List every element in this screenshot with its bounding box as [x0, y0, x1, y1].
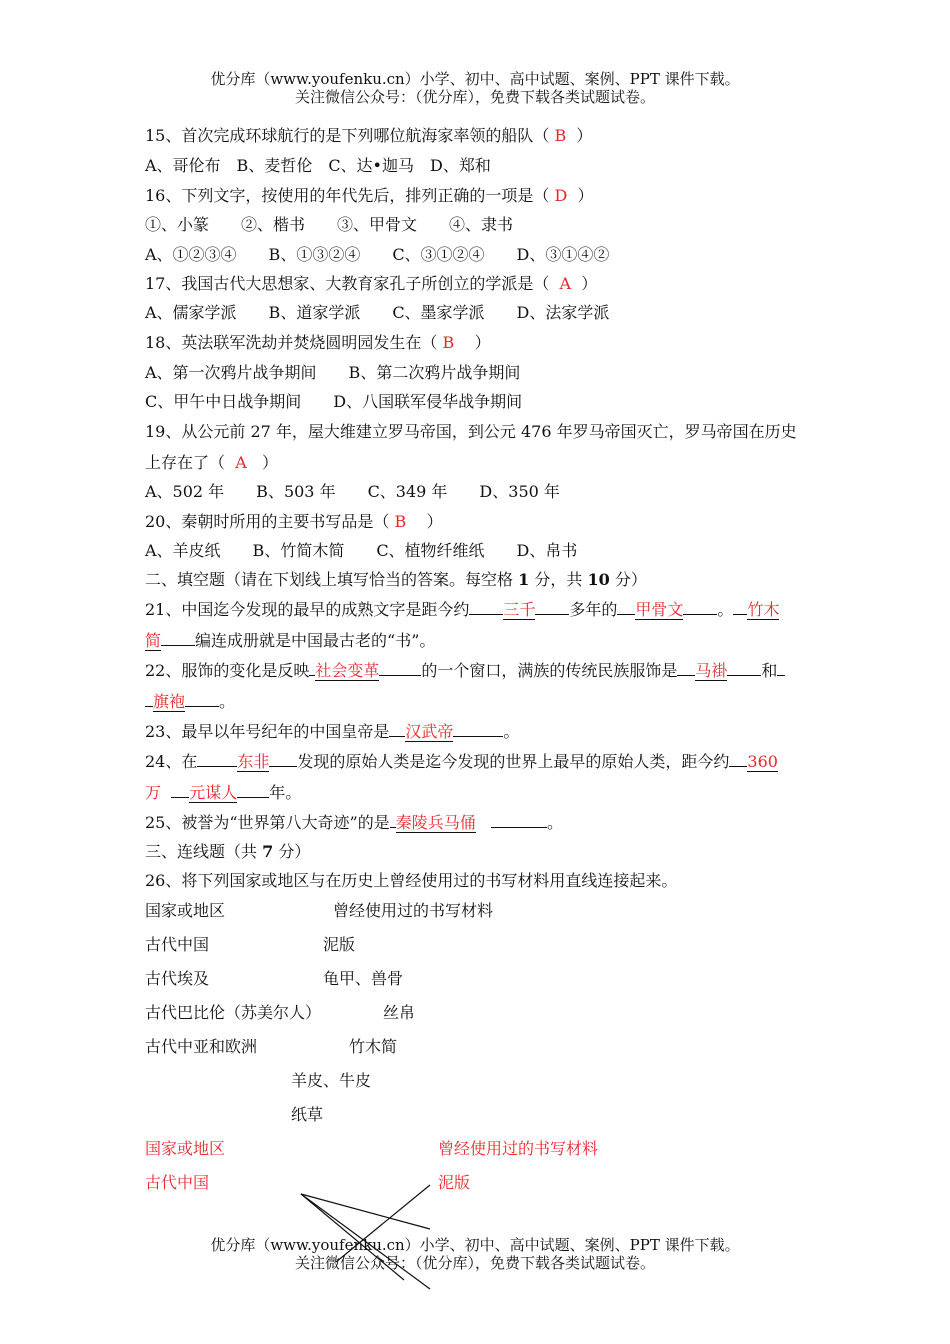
- section-2-heading: 二、填空题（请在下划线上填写恰当的答案。每空格 1 分，共 10 分）: [145, 570, 647, 589]
- answer-18: B: [442, 333, 455, 352]
- answer-left-item-1: 古代中国: [145, 1173, 210, 1192]
- right-item-1: 泥版: [323, 935, 356, 954]
- right-item-3: 丝帛: [383, 1003, 416, 1022]
- answer-20: B: [394, 512, 407, 531]
- question-18: 18、英法联军洗劫并焚烧圆明园发生在（ B ）: [145, 333, 491, 352]
- page-footer-line2: 关注微信公众号：（优分库），免费下载各类试题试卷。: [294, 1254, 655, 1272]
- left-item-1: 古代中国: [145, 935, 210, 954]
- answer-right-item-1: 泥版: [438, 1173, 471, 1192]
- question-22-line2: 旗袍 。: [145, 692, 235, 712]
- answer-21-1: 三千: [503, 600, 536, 619]
- question-17: 17、我国古代大思想家、大教育家孔子所创立的学派是（ A ）: [145, 274, 598, 293]
- connection-line-1: [301, 1194, 430, 1229]
- answer-22-3: 旗袍: [153, 692, 186, 711]
- answer-16: D: [554, 186, 568, 205]
- answer-24-3: 元谋人: [189, 783, 238, 802]
- right-item-2: 龟甲、兽骨: [323, 969, 404, 988]
- page-header-line1: 优分库（www.youfenku.cn）小学、初中、高中试题、案例、PPT 课件下载。: [210, 70, 740, 88]
- answer-15: B: [554, 126, 567, 145]
- question-25: 25、被誉为“世界第八大奇迹”的是 秦陵兵马俑 。: [145, 813, 564, 832]
- left-item-4: 古代中亚和欧洲: [145, 1037, 258, 1056]
- right-item-4: 竹木简: [349, 1037, 398, 1056]
- section-3-heading: 三、连线题（共 7 分）: [145, 842, 311, 861]
- right-column-header: 曾经使用过的书写材料: [333, 901, 494, 920]
- question-23: 23、最早以年号纪年的中国皇帝是 汉武帝 。: [145, 722, 520, 741]
- options-20: A、羊皮纸 B、竹简木简 C、植物纤维纸 D、帛书: [145, 541, 578, 560]
- answer-24-1: 东非: [237, 752, 270, 771]
- left-column-header: 国家或地区: [145, 901, 226, 920]
- question-22-line1: 22、服饰的变化是反映 社会变革 的一个窗口，满族的传统民族服饰是 马褂 和: [145, 661, 785, 681]
- answer-19: A: [235, 453, 247, 472]
- items-16: ①、小篆 ②、楷书 ③、甲骨文 ④、隶书: [145, 215, 514, 234]
- answer-24-2: 360: [747, 752, 778, 771]
- left-item-3: 古代巴比伦（苏美尔人）: [145, 1003, 322, 1022]
- right-item-6: 纸草: [291, 1105, 324, 1124]
- answer-22-2: 马褂: [695, 661, 728, 680]
- options-18-row1: A、第一次鸦片战争期间 B、第二次鸦片战争期间: [145, 363, 521, 382]
- options-16: A、①②③④ B、①③②④ C、③①②④ D、③①④②: [145, 245, 610, 264]
- question-19-line1: 19、从公元前 27 年，屋大维建立罗马帝国，到公元 476 年罗马帝国灭亡，罗马帝国在历史: [145, 422, 797, 441]
- question-16: 16、下列文字，按使用的年代先后，排列正确的一项是（ D ）: [145, 186, 594, 205]
- answer-right-header: 曾经使用过的书写材料: [438, 1139, 599, 1158]
- question-26: 26、将下列国家或地区与在历史上曾经使用过的书写材料用直线连接起来。: [145, 871, 678, 890]
- question-21-line2: 简 编连成册就是中国最古老的“书”。: [145, 631, 436, 650]
- right-item-5: 羊皮、牛皮: [291, 1071, 372, 1090]
- options-17: A、儒家学派 B、道家学派 C、墨家学派 D、法家学派: [145, 303, 610, 322]
- answer-23: 汉武帝: [405, 722, 454, 741]
- question-15: 15、首次完成环球航行的是下列哪位航海家率领的船队（ B ）: [145, 126, 593, 145]
- page-header-line2: 关注微信公众号：（优分库），免费下载各类试题试卷。: [294, 88, 655, 106]
- answer-21-3: 竹木: [747, 600, 780, 619]
- question-20: 20、秦朝时所用的主要书写品是（ B ）: [145, 512, 443, 531]
- options-18-row2: C、甲午中日战争期间 D、八国联军侵华战争期间: [145, 392, 523, 411]
- answer-left-header: 国家或地区: [145, 1139, 226, 1158]
- options-19: A、502 年 B、503 年 C、349 年 D、350 年: [145, 482, 560, 501]
- left-item-2: 古代埃及: [145, 969, 210, 988]
- question-21-line1: 21、中国迄今发现的最早的成熟文字是距今约 三千 多年的 甲骨文 。 竹木: [145, 600, 780, 619]
- answer-21-2: 甲骨文: [635, 600, 684, 619]
- question-24-line2: 万 元谋人 年。: [145, 783, 302, 802]
- answer-17: A: [559, 274, 572, 293]
- answer-22-1: 社会变革: [315, 661, 380, 680]
- question-19-line2: 上存在了（ A ）: [145, 453, 279, 472]
- options-15: A、哥伦布 B、麦哲伦 C、达•迦马 D、郑和: [145, 156, 491, 175]
- page-footer-line1: 优分库（www.youfenku.cn）小学、初中、高中试题、案例、PPT 课件下载。: [210, 1236, 740, 1254]
- question-24-line1: 24、在 东非 发现的原始人类是迄今发现的世界上最早的原始人类，距今约 360: [145, 752, 778, 771]
- answer-25: 秦陵兵马俑: [395, 813, 476, 832]
